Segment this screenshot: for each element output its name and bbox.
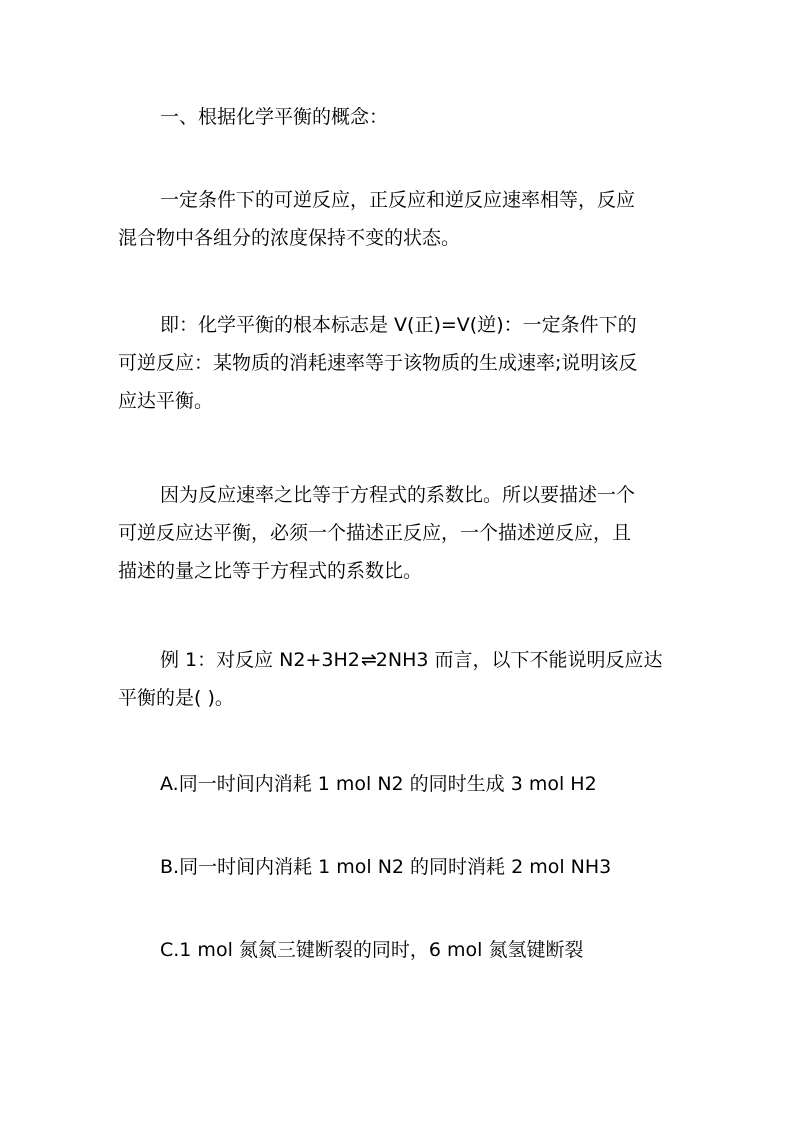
example-suffix: 2NH3 而言，以下不能说明反应达 [375, 649, 663, 671]
paragraph-line: 可逆反应达平衡，必须一个描述正反应，一个描述逆反应，且 [118, 522, 632, 544]
paragraph-line: 应达平衡。 [118, 390, 214, 412]
option-b [118, 848, 720, 886]
option-a [118, 765, 720, 803]
option-text: C.1 mol 氮氮三键断裂的同时，6 mol 氮氢键断裂 [160, 939, 584, 961]
equilibrium-arrow-icon: ⇌ [360, 649, 375, 671]
paragraph-definition [118, 181, 678, 257]
option-c [118, 931, 720, 969]
example-question [118, 641, 678, 717]
paragraph-line: 可逆反应：某物质的消耗速率等于该物质的生成速率;说明该反 [118, 352, 638, 374]
example-prefix: 例 1：对反应 N2+3H2 [160, 649, 360, 671]
option-text: B.同一时间内消耗 1 mol N2 的同时消耗 2 mol NH3 [160, 856, 612, 878]
paragraph-line: 一定条件下的可逆反应，正反应和逆反应速率相等，反应 [160, 189, 636, 211]
example-line [118, 641, 678, 679]
paragraph-line: 即：化学平衡的根本标志是 V(正)=V(逆)：一定条件下的 [160, 314, 637, 336]
paragraph-line: 混合物中各组分的浓度保持不变的状态。 [118, 227, 461, 249]
paragraph-line: 因为反应速率之比等于方程式的系数比。所以要描述一个 [160, 484, 636, 506]
example-line: 平衡的是( )。 [118, 687, 234, 709]
option-text: A.同一时间内消耗 1 mol N2 的同时生成 3 mol H2 [160, 773, 597, 795]
heading-text: 一、根据化学平衡的概念： [160, 106, 389, 128]
paragraph-line: 描述的量之比等于方程式的系数比。 [118, 560, 423, 582]
paragraph-fundamental-sign [118, 306, 678, 420]
section-heading [118, 98, 720, 136]
paragraph-rate-ratio [118, 476, 678, 590]
